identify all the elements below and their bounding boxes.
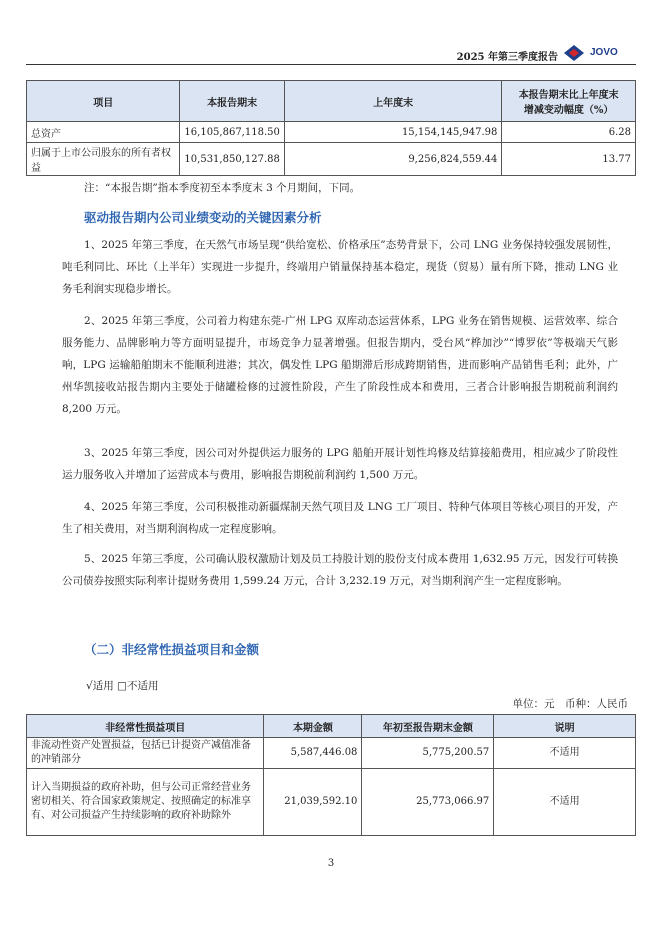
row-label: 计入当期损益的政府补助，但与公司正常经营业务密切相关、符合国家政策规定、按照确定的标准享有、对公司损益产生持续影响的政府补助除外 — [27, 769, 264, 836]
table-row — [27, 122, 636, 143]
table-row — [27, 143, 636, 176]
paragraph-2: 2、2025 年第三季度，公司着力构建东莞-广州 LPG 双库动态运营体系，LPG 业务在销售规模、运营效率、综合服务能力、品牌影响力等方面明显提升，市场竞争力显著增强。但报告期内，受台风“桦加沙”“博罗依”等极端天气影响，LPG 运输船舶期末不能顺利进港；其次，偶发性 LPG 船期滞后形成跨期销售，进而影响产品销售毛利；此外，广州华凯接收站报告期内主要处于储罐检修的过渡性阶段，产生了阶段性成本和费用，三者合计影响报告期税前利润约 8,200 万元。 — [62, 315, 618, 415]
row-label: 归属于上市公司股东的所有者权益 — [27, 143, 180, 176]
row-label: 非流动性资产处置损益，包括已计提资产减值准备的冲销部分 — [27, 738, 264, 769]
non-recurring-table — [26, 714, 636, 836]
paragraph-3: 3、2025 年第三季度，因公司对外提供运力服务的 LPG 船舶开展计划性坞修及结算接船费用，相应减少了阶段性运力服务收入并增加了运营成本与费用，影响报告期税前利润约 1,500 万元。 — [62, 447, 618, 481]
row-label: 总资产 — [27, 122, 180, 143]
balance-table — [26, 80, 636, 176]
cell-remark: 不适用 — [494, 769, 636, 836]
table-row — [27, 769, 636, 836]
applicability-checkbox: √适用 □不适用 — [86, 680, 159, 692]
cell-value: 21,039,592.10 — [264, 769, 362, 836]
page-header — [26, 44, 636, 64]
cell-value: 5,775,200.57 — [362, 738, 494, 769]
logo-mark-icon — [560, 44, 588, 62]
unit-currency-label: 单位：元 币种：人民币 — [512, 698, 628, 710]
col-header-remark: 说明 — [494, 715, 636, 738]
table-row — [27, 738, 636, 769]
paragraph-5: 5、2025 年第三季度，公司确认股权激励计划及员工持股计划的股份支付成本费用 1,632.95 万元，因发行可转换公司债券按照实际利率计提财务费用 1,599.24 万元，合计 3,232.19 万元，对当期利润产生一定程度影响。 — [62, 553, 618, 587]
cell-value: 6.28 — [502, 122, 636, 143]
cell-value: 15,154,145,947.98 — [284, 122, 502, 143]
col-header-item: 项目 — [27, 81, 180, 122]
col-header-current: 本期金额 — [264, 715, 362, 738]
col-header-change: 本报告期末比上年度末 增减变动幅度（%） — [502, 81, 636, 122]
cell-value: 16,105,867,118.50 — [180, 122, 284, 143]
table-header-row — [27, 715, 636, 738]
page-number: 3 — [327, 858, 335, 869]
logo-text: JOVO — [590, 47, 618, 58]
cell-value: 13.77 — [502, 143, 636, 176]
jovo-logo — [560, 44, 636, 62]
col-header-current: 本报告期末 — [180, 81, 284, 122]
cell-remark: 不适用 — [494, 738, 636, 769]
section-title-key-factors: 驱动报告期内公司业绩变动的关键因素分析 — [84, 210, 322, 225]
table-note: 注：“本报告期”指本季度初至本季度末 3 个月期间，下同。 — [84, 182, 361, 194]
table-header-row — [27, 81, 636, 122]
paragraph-1: 1、2025 年第三季度，在天然气市场呈现“供给宽松、价格承压”态势背景下，公司 LNG 业务保持较强发展韧性，吨毛利同比、环比（上半年）实现进一步提升，终端用户销量保持基本稳定，现货（贸易）量有所下降，推动 LNG 业务毛利润实现稳步增长。 — [62, 239, 618, 295]
cell-value: 10,531,850,127.88 — [180, 143, 284, 176]
cell-value: 9,256,824,559.44 — [284, 143, 502, 176]
cell-value: 25,773,066.97 — [362, 769, 494, 836]
col-header-ytd: 年初至报告期末金额 — [362, 715, 494, 738]
report-title: 2025 年第三季度报告 — [456, 52, 558, 63]
col-header-prior: 上年度末 — [284, 81, 502, 122]
cell-value: 5,587,446.08 — [264, 738, 362, 769]
header-divider — [26, 64, 636, 65]
section-title-non-recurring: （二）非经常性损益项目和金额 — [84, 642, 260, 657]
paragraph-4: 4、2025 年第三季度，公司积极推动新疆煤制天然气项目及 LNG 工厂项目、特种气体项目等核心项目的开发，产生了相关费用，对当期利润构成一定程度影响。 — [62, 501, 618, 535]
col-header-item: 非经常性损益项目 — [27, 715, 264, 738]
